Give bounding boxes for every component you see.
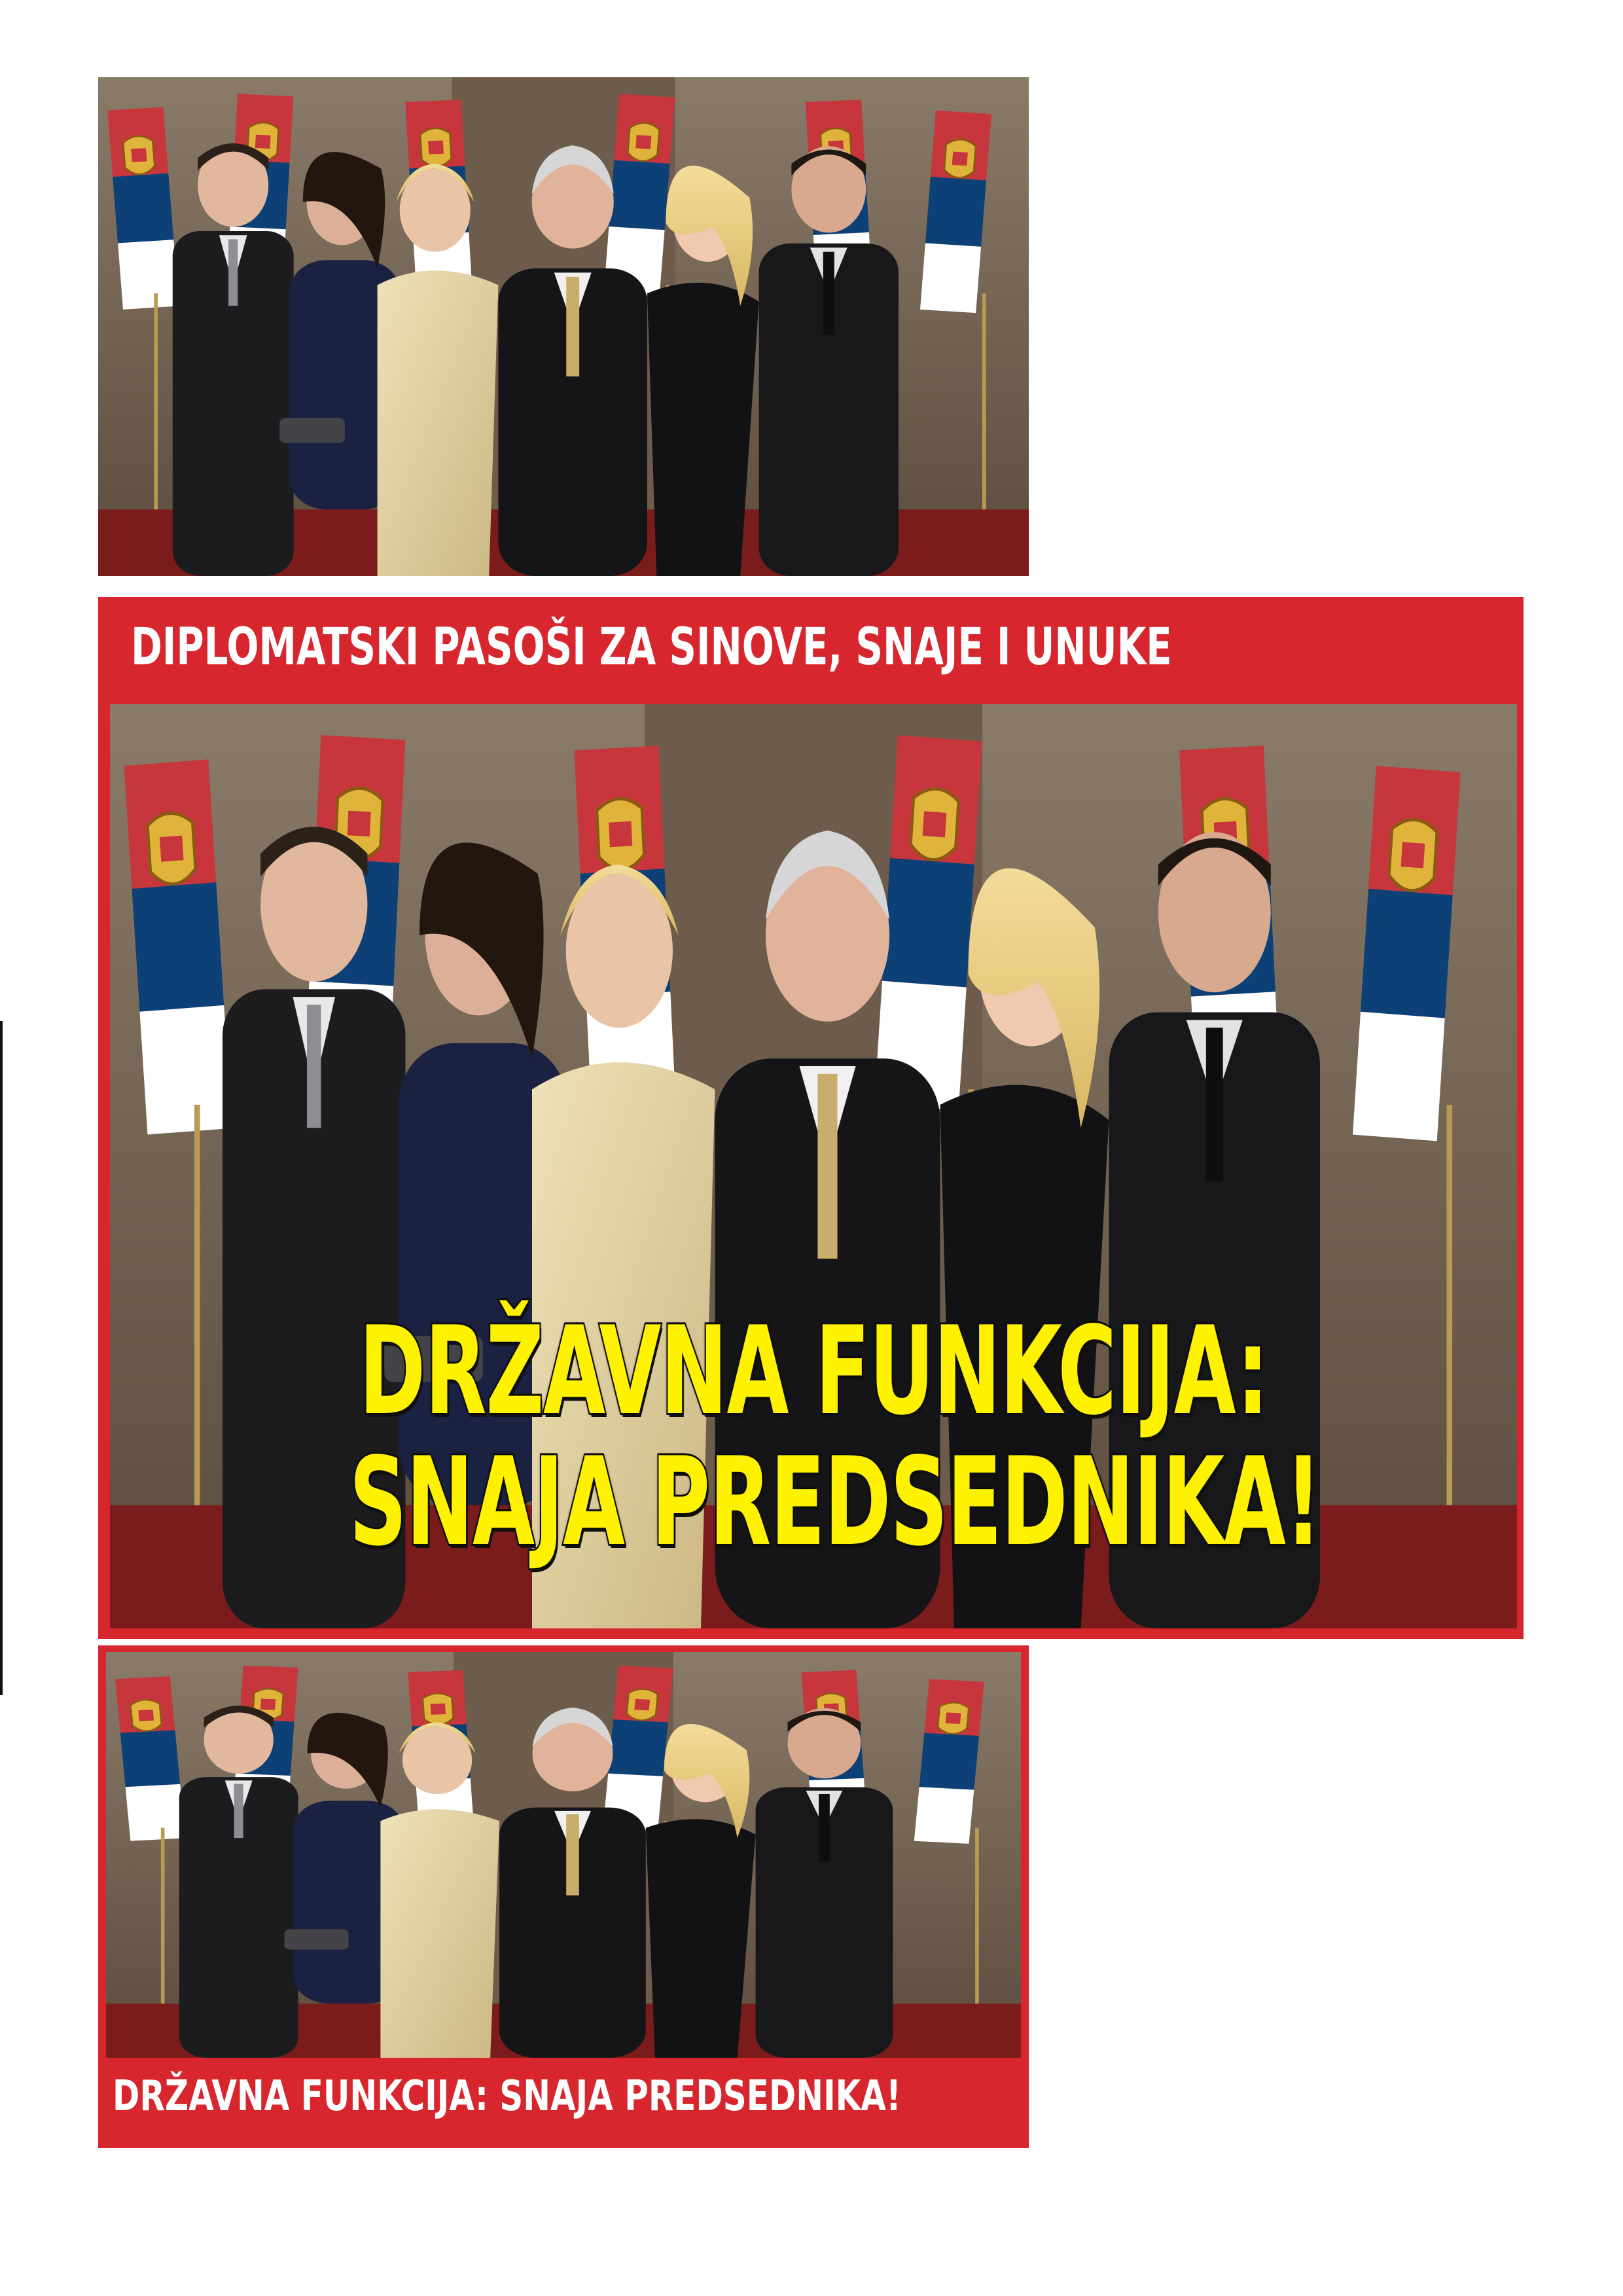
margin-rule xyxy=(0,1021,3,1695)
headline-line-1: DRŽAVNA FUNKCIJA: xyxy=(359,1300,1268,1442)
headline-line-2: SNAJA PREDSEDNIKA! xyxy=(349,1431,1321,1573)
caption-bottom: DRŽAVNA FUNKCIJA: SNAJA PREDSEDNIKA! xyxy=(113,2072,901,2121)
group-photo-main xyxy=(110,704,1517,1628)
kicker-top: DIPLOMATSKI PASOŠI ZA SINOVE, SNAJE I UNUKE xyxy=(131,618,1172,677)
group-photo-bottom xyxy=(106,1652,1021,2058)
group-photo-top xyxy=(98,77,1029,576)
